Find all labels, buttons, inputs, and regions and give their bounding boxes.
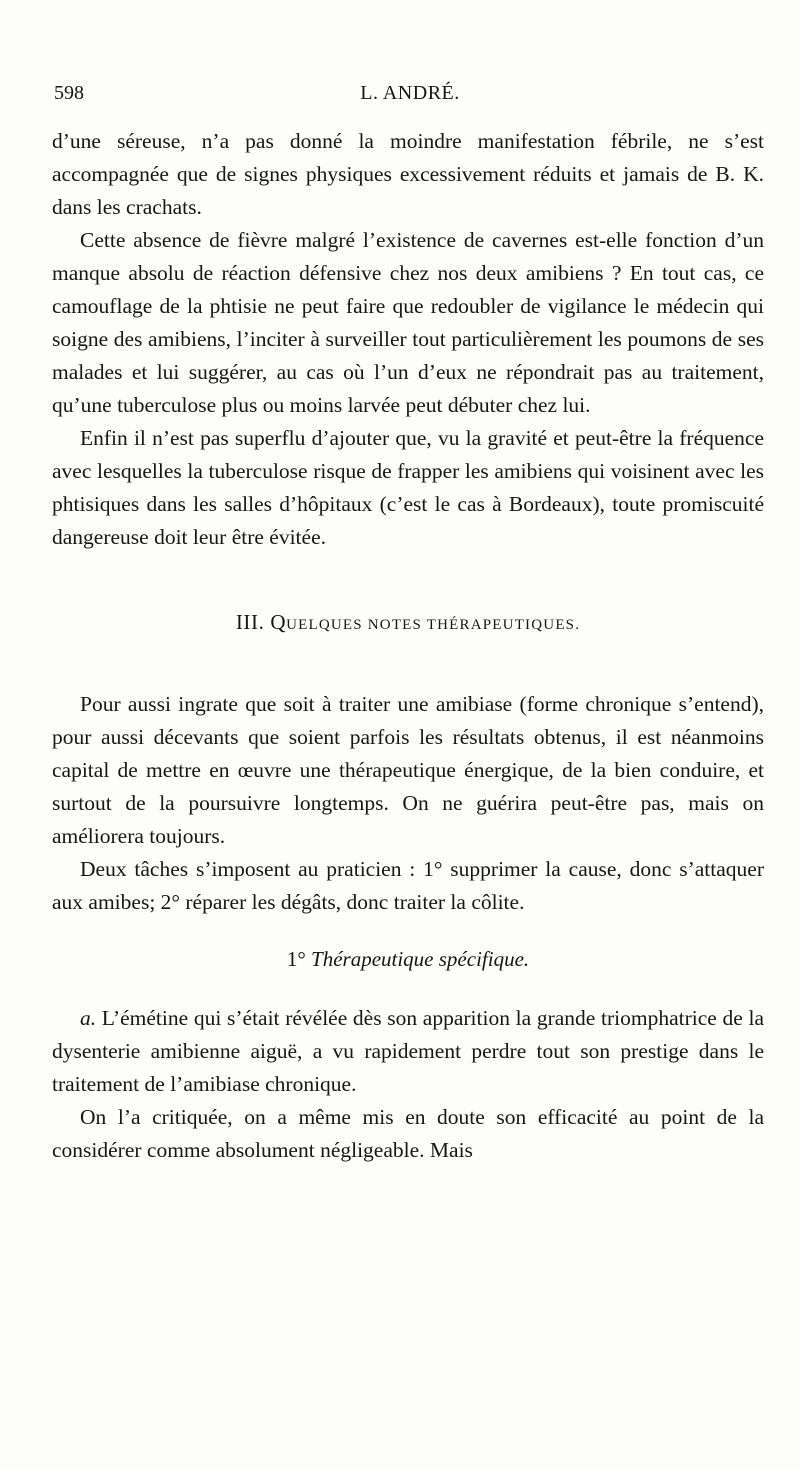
paragraph-criticism: On l’a critiquée, on a même mis en doute son efficacité au point de la considérer comme absolument négligeable. Mais xyxy=(52,1105,764,1162)
page-number: 598 xyxy=(54,82,84,104)
paragraph-emetine-text: L’émétine qui s’était révélée dès son apparition la grande triomphatrice de la dysenterie amibienne aiguë, a vu rapidement perdre tout son prestige dans le traitement de l’amibiase chronique. xyxy=(52,1006,764,1096)
sub-heading xyxy=(52,943,764,976)
section-heading xyxy=(52,606,764,642)
paragraph-therapeutic-intro: Pour aussi ingrate que soit à traiter une amibiase (forme chronique s’entend), pour aussi décevants que soient parfois les résultats obtenus, il est néanmoins capital de mettre en œuvre une thérapeutique énergique, de la bien conduire, et surtout de la poursuivre longtemps. On ne guérira peut-être pas, mais on améliorera toujours. xyxy=(52,692,764,848)
section-title-initial: Q xyxy=(270,610,287,634)
paragraph-two-tasks: Deux tâches s’imposent au praticien : 1° supprimer la cause, donc s’attaquer aux amibes; 2° réparer les dégâts, donc traiter la côlite. xyxy=(52,857,764,914)
sub-heading-title: Thérapeutique spécifique. xyxy=(311,947,530,971)
running-head xyxy=(54,82,766,112)
section-numeral: III. xyxy=(235,610,265,634)
page-body xyxy=(52,125,764,1167)
running-head-author: L. ANDRÉ. xyxy=(360,82,460,104)
section-title-rest: UELQUES NOTES THÉRAPEUTIQUES. xyxy=(286,617,581,633)
paragraph-promiscuity: Enfin il n’est pas superflu d’ajouter que, vu la gravité et peut-être la fréquence avec lesquelles la tuberculose risque de frapper les amibiens qui voisinent avec les phtisiques dans les salles d’hôpitaux (c’est le cas à Bordeaux), toute promiscuité dangereuse doit leur être évitée. xyxy=(52,426,764,549)
paragraph-emetine-label: a. xyxy=(80,1006,97,1030)
sub-heading-number: 1° xyxy=(286,947,306,971)
paragraph-continuation: d’une séreuse, n’a pas donné la moindre manifestation fébrile, ne s’est accompagnée que de signes physiques excessivement réduits et jamais de B. K. dans les crachats. xyxy=(52,129,764,219)
paragraph-emetine xyxy=(52,1002,764,1101)
paragraph-fever-absence: Cette absence de fièvre malgré l’existence de cavernes est-elle fonction d’un manque absolu de réaction défensive chez nos deux amibiens ? En tout cas, ce camouflage de la phtisie ne peut faire que redoubler de vigilance le médecin qui soigne des amibiens, l’inciter à surveiller tout particulièrement les poumons de ses malades et lui suggérer, au cas où l’un d’eux ne répondrait pas au traitement, qu’une tuberculose plus ou moins larvée peut débuter chez lui. xyxy=(52,228,764,417)
